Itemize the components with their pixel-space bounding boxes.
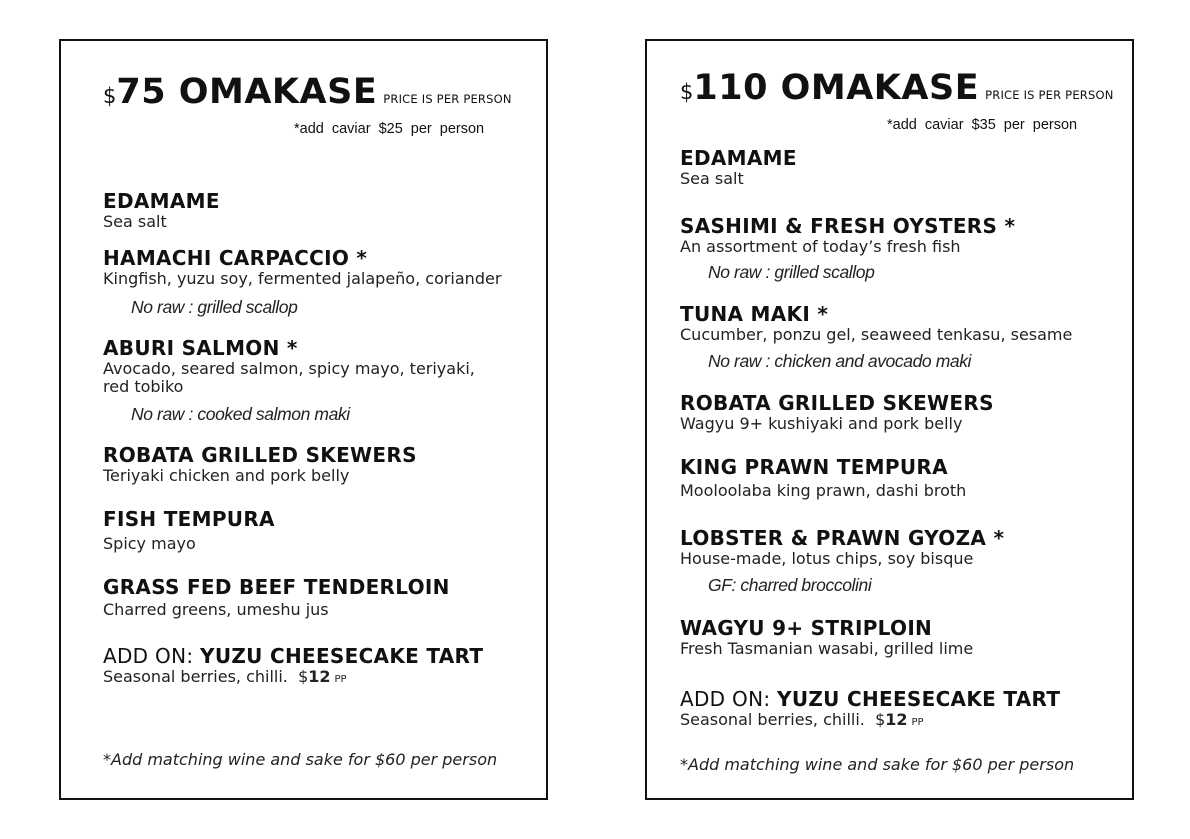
menu-item-edamame: EDAMAME Sea salt bbox=[680, 146, 797, 188]
addon-cheesecake-110: ADD ON: YUZU CHEESECAKE TART Seasonal berries, chilli. $12 PP bbox=[680, 687, 1061, 729]
menu-item-king-prawn-tempura: KING PRAWN TEMPURA Mooloolaba king prawn, dashi broth bbox=[680, 455, 967, 500]
caviar-note-110: *add caviar $35 per person bbox=[887, 117, 1078, 133]
menu-item-edamame: EDAMAME Sea salt bbox=[103, 189, 220, 231]
menu-item-hamachi-carpaccio: HAMACHI CARPACCIO * Kingfish, yuzu soy, fermented jalapeño, coriander No raw : grilled scallop bbox=[103, 246, 502, 317]
caviar-note-75: *add caviar $25 per person bbox=[294, 121, 485, 137]
menu-item-fish-tempura: FISH TEMPURA Spicy mayo bbox=[103, 507, 275, 553]
wine-pairing-note-75: *Add matching wine and sake for $60 per person bbox=[103, 750, 498, 769]
menu-item-sashimi-oysters: SASHIMI & FRESH OYSTERS * An assortment of today’s fresh fish No raw : grilled scallop bbox=[680, 214, 1016, 282]
menu-item-robata-skewers: ROBATA GRILLED SKEWERS Wagyu 9+ kushiyaki and pork belly bbox=[680, 391, 994, 433]
menu-title-75: $75 OMAKASE PRICE IS PER PERSON bbox=[103, 72, 512, 112]
menu-item-aburi-salmon: ABURI SALMON * Avocado, seared salmon, spicy mayo, teriyaki, red tobiko No raw : cooked salmon maki bbox=[103, 336, 475, 424]
addon-cheesecake-75: ADD ON: YUZU CHEESECAKE TART Seasonal berries, chilli. $12 PP bbox=[103, 644, 484, 686]
menu-item-lobster-prawn-gyoza: LOBSTER & PRAWN GYOZA * House-made, lotus chips, soy bisque GF: charred broccolini bbox=[680, 526, 1005, 595]
menu-item-robata-skewers: ROBATA GRILLED SKEWERS Teriyaki chicken and pork belly bbox=[103, 443, 417, 485]
menu-item-tuna-maki: TUNA MAKI * Cucumber, ponzu gel, seaweed tenkasu, sesame No raw : chicken and avocado maki bbox=[680, 302, 1073, 371]
menu-title-110: $110 OMAKASE PRICE IS PER PERSON bbox=[680, 68, 1114, 108]
wine-pairing-note-110: *Add matching wine and sake for $60 per person bbox=[680, 755, 1075, 774]
menu-item-wagyu-striploin: WAGYU 9+ STRIPLOIN Fresh Tasmanian wasabi, grilled lime bbox=[680, 616, 974, 658]
menu-item-beef-tenderloin: GRASS FED BEEF TENDERLOIN Charred greens, umeshu jus bbox=[103, 575, 450, 619]
